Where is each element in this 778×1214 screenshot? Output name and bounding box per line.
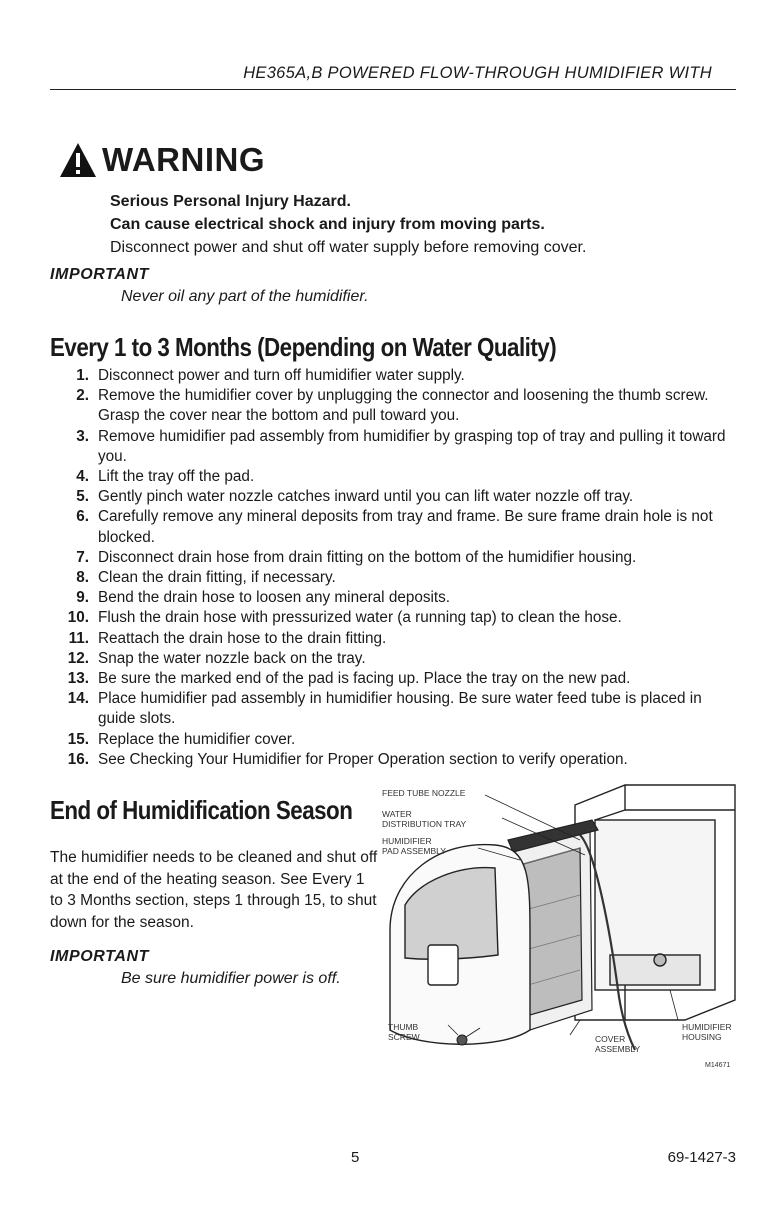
step-text: Remove the humidifier cover by unplugging the connector and loosening the thumb screw. Grasp the cover near the bottom and pull toward you. [98, 387, 709, 425]
step-item [52, 689, 742, 729]
page-number: 5 [351, 1149, 360, 1166]
step-item [52, 568, 742, 588]
warning-line-3: Disconnect power and shut off water supply before removing cover. [110, 239, 587, 256]
warning-triangle-icon [58, 141, 98, 179]
step-number: 13. [67, 670, 89, 688]
humidifier-cover-drawing [390, 845, 530, 1045]
section-heading-season: End of Humidification Season [50, 795, 353, 825]
warning-body [110, 190, 586, 259]
step-item [52, 750, 742, 770]
important-text-2: Be sure humidifier power is off. [121, 970, 341, 987]
document-number: 69-1427-3 [667, 1149, 736, 1166]
page-header [50, 62, 736, 90]
step-number: 11. [68, 629, 89, 647]
step-item [52, 507, 742, 547]
label-cover-assembly-1: COVER [595, 1034, 626, 1044]
important-text-1: Never oil any part of the humidifier. [121, 288, 369, 305]
label-thumb-screw-1: THUMB [388, 1022, 419, 1032]
step-text: Snap the water nozzle back on the tray. [98, 649, 366, 667]
warning-word: WARNING [102, 141, 265, 178]
step-number: 10. [67, 609, 89, 627]
step-text: Be sure the marked end of the pad is facing up. Place the tray on the new pad. [98, 670, 631, 688]
step-number: 1. [76, 367, 89, 384]
step-item [52, 649, 742, 669]
humidifier-exploded-diagram [380, 780, 750, 1070]
step-text: Reattach the drain hose to the drain fitting. [98, 629, 387, 647]
warning-line-1: Serious Personal Injury Hazard. [110, 193, 351, 210]
step-number: 6. [76, 508, 89, 526]
season-paragraph: The humidifier needs to be cleaned and shut off at the end of the heating season. See Every 1 to 3 Months section, steps 1 through 15, to shut down for the season. [50, 849, 378, 931]
step-item [52, 669, 742, 689]
important-label-1: IMPORTANT [50, 266, 150, 283]
step-item [52, 608, 742, 628]
step-item [52, 427, 742, 467]
step-number: 7. [76, 548, 89, 566]
step-text: Carefully remove any mineral deposits from tray and frame. Be sure frame drain hole is not blocked. [98, 508, 713, 546]
step-text: See Checking Your Humidifier for Proper Operation section to verify operation. [98, 750, 628, 768]
step-number: 4. [76, 468, 89, 486]
maintenance-steps-list [52, 366, 742, 770]
label-figure-code: M14671 [705, 1062, 731, 1069]
step-number: 15. [67, 730, 89, 748]
section-heading-maintenance: Every 1 to 3 Months (Depending on Water Quality) [50, 332, 557, 362]
step-text: Disconnect drain hose from drain fitting on the bottom of the humidifier housing. [98, 548, 637, 566]
step-number: 14. [67, 690, 89, 708]
step-text: Bend the drain hose to loosen any mineral deposits. [98, 589, 451, 607]
step-number: 16. [67, 750, 89, 768]
step-text: Remove humidifier pad assembly from humidifier by grasping top of tray and pulling it toward you. [98, 427, 726, 465]
step-item [52, 467, 742, 487]
humidifier-housing-drawing [575, 785, 735, 1020]
step-item [52, 366, 742, 386]
important-label-2: IMPORTANT [50, 948, 150, 965]
step-number: 5. [76, 488, 89, 506]
warning-line-2: Can cause electrical shock and injury from moving parts. [110, 216, 545, 233]
label-housing-1: HUMIDIFIER [682, 1022, 732, 1032]
step-text: Replace the humidifier cover. [98, 730, 296, 748]
step-text: Place humidifier pad assembly in humidifier housing. Be sure water feed tube is placed in guide slots. [98, 690, 702, 728]
label-water-distribution-1: WATER [382, 809, 412, 819]
step-text: Lift the tray off the pad. [98, 468, 255, 486]
label-water-distribution-2: DISTRIBUTION TRAY [382, 819, 467, 829]
label-feed-tube-nozzle: FEED TUBE NOZZLE [382, 788, 466, 798]
step-number: 2. [76, 387, 89, 405]
step-number: 9. [76, 589, 89, 607]
step-text: Disconnect power and turn off humidifier water supply. [98, 367, 465, 384]
step-item [52, 629, 742, 649]
step-text: Gently pinch water nozzle catches inward until you can lift water nozzle off tray. [98, 488, 634, 506]
step-item [52, 730, 742, 750]
header-title: HE365A,B POWERED FLOW-THROUGH HUMIDIFIER WITH [243, 64, 712, 82]
step-text: Clean the drain fitting, if necessary. [98, 569, 336, 587]
step-item [52, 588, 742, 608]
step-item [52, 548, 742, 568]
step-item [52, 487, 742, 507]
label-cover-assembly-2: ASSEMBLY [595, 1044, 641, 1054]
label-pad-assembly-1: HUMIDIFIER [382, 836, 432, 846]
label-pad-assembly-2: PAD ASSEMBLY [382, 846, 446, 856]
step-text: Flush the drain hose with pressurized water (a running tap) to clean the hose. [98, 609, 622, 627]
label-housing-2: HOUSING [682, 1032, 722, 1042]
step-number: 12. [67, 649, 89, 667]
step-number: 3. [76, 427, 89, 445]
label-thumb-screw-2: SCREW [388, 1032, 420, 1042]
step-number: 8. [76, 569, 89, 587]
step-item [52, 386, 742, 426]
warning-title [58, 140, 265, 180]
